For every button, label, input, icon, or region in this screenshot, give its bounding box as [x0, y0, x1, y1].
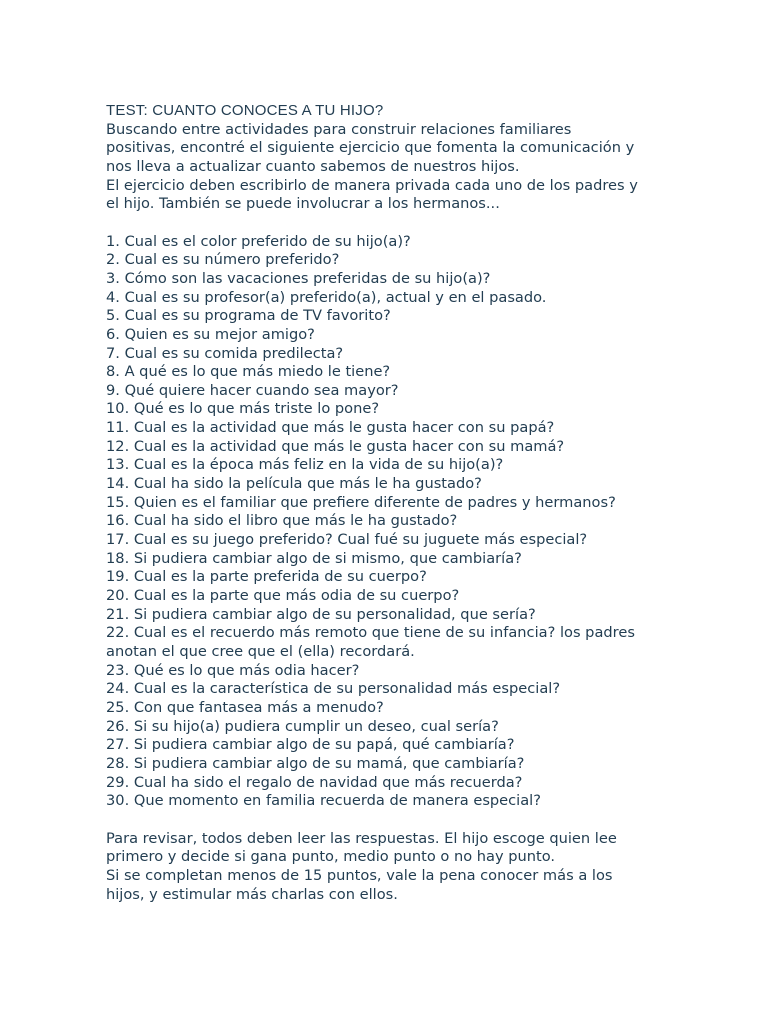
question-item: 3. Cómo son las vacaciones preferidas de su hijo(a)? — [106, 269, 491, 287]
question-item: 16. Cual ha sido el libro que más le ha gustado? — [106, 512, 458, 530]
intro-paragraph — [106, 121, 746, 214]
question-item: 27. Si pudiera cambiar algo de su papá, qué cambiaría? — [106, 736, 515, 754]
question-item: 25. Con que fantasea más a menudo? — [106, 698, 384, 716]
paragraph-gap — [106, 811, 746, 830]
intro-line: Buscando entre actividades para construir relaciones familiares — [106, 120, 572, 138]
closing-line: Para revisar, todos deben leer las respuestas. El hijo escoge quien lee — [106, 829, 617, 847]
intro-line: el hijo. También se puede involucrar a los hermanos... — [106, 195, 500, 213]
question-item: 17. Cual es su juego preferido? Cual fué su juguete más especial? — [106, 531, 588, 549]
question-item: 8. A qué es lo que más miedo le tiene? — [106, 363, 391, 381]
intro-line: El ejercicio deben escribirlo de manera privada cada uno de los padres y — [106, 176, 638, 194]
document-title: TEST: CUANTO CONOCES A TU HIJO? — [106, 102, 384, 119]
question-item: 21. Si pudiera cambiar algo de su personalidad, que sería? — [106, 605, 536, 623]
intro-line: positivas, encontré el siguiente ejercicio que fomenta la comunicación y — [106, 139, 635, 157]
question-item: 13. Cual es la época más feliz en la vida de su hijo(a)? — [106, 456, 504, 474]
closing-line: Si se completan menos de 15 puntos, vale la pena conocer más a los — [106, 866, 613, 884]
question-item: 7. Cual es su comida predilecta? — [106, 344, 344, 362]
question-item: 29. Cual ha sido el regalo de navidad que más recuerda? — [106, 773, 523, 791]
question-item: 5. Cual es su programa de TV favorito? — [106, 307, 391, 325]
question-item: 24. Cual es la característica de su personalidad más especial? — [106, 680, 561, 698]
closing-paragraph — [106, 830, 746, 905]
question-item: 15. Quien es el familiar que prefiere diferente de padres y hermanos? — [106, 493, 616, 511]
question-item: 18. Si pudiera cambiar algo de si mismo, que cambiaría? — [106, 549, 522, 567]
question-item: 4. Cual es su profesor(a) preferido(a), actual y en el pasado. — [106, 288, 547, 306]
question-item: 2. Cual es su número preferido? — [106, 251, 340, 269]
question-item: 22. Cual es el recuerdo más remoto que tiene de su infancia? los padres anotan el que cree que el (ella) recordará. — [106, 624, 635, 661]
question-item: 11. Cual es la actividad que más le gusta hacer con su papá? — [106, 419, 555, 437]
question-item: 6. Quien es su mejor amigo? — [106, 325, 315, 343]
question-item: 12. Cual es la actividad que más le gusta hacer con su mamá? — [106, 437, 565, 455]
question-item: 23. Qué es lo que más odia hacer? — [106, 661, 360, 679]
paragraph-gap — [106, 214, 746, 233]
question-item: 14. Cual ha sido la película que más le ha gustado? — [106, 475, 482, 493]
question-item: 28. Si pudiera cambiar algo de su mamá, que cambiaría? — [106, 754, 525, 772]
closing-line: hijos, y estimular más charlas con ellos. — [106, 885, 398, 903]
question-item: 20. Cual es la parte que más odia de su cuerpo? — [106, 587, 460, 605]
question-item: 10. Qué es lo que más triste lo pone? — [106, 400, 380, 418]
question-item: 1. Cual es el color preferido de su hijo(a)? — [106, 232, 411, 250]
question-item: 30. Que momento en familia recuerda de manera especial? — [106, 792, 541, 810]
intro-line: nos lleva a actualizar cuanto sabemos de nuestros hijos. — [106, 157, 520, 175]
question-list — [106, 233, 746, 811]
question-item: 9. Qué quiere hacer cuando sea mayor? — [106, 381, 399, 399]
question-item: 19. Cual es la parte preferida de su cuerpo? — [106, 568, 427, 586]
question-item: 26. Si su hijo(a) pudiera cumplir un deseo, cual sería? — [106, 717, 499, 735]
closing-line: primero y decide si gana punto, medio punto o no hay punto. — [106, 848, 556, 866]
document-body — [106, 102, 746, 904]
